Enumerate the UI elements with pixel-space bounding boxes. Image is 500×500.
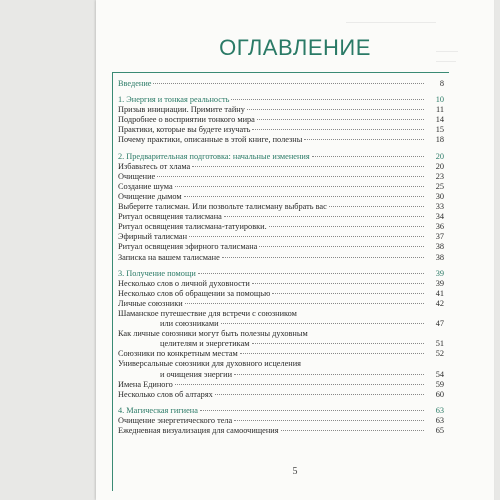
toc-entry-row bbox=[118, 339, 444, 349]
toc-entry-title: Личные союзники bbox=[118, 298, 183, 308]
toc-dot-leader bbox=[215, 393, 424, 395]
toc-page-number: 36 bbox=[435, 222, 444, 232]
toc-entry-title: Выберите талисман. Или позвольте талисману выбрать вас bbox=[118, 202, 327, 212]
toc-entry-title: Несколько слов об обращении за помощью bbox=[118, 288, 271, 298]
toc-entry-row bbox=[118, 242, 444, 252]
toc-entry-title: Эфирный талисман bbox=[118, 232, 188, 242]
toc-dot-leader bbox=[252, 282, 424, 284]
toc-entry-title: 4. Магическая гигиена bbox=[118, 405, 198, 415]
toc-dot-leader bbox=[185, 302, 424, 304]
bleed-through-text bbox=[346, 14, 436, 23]
toc-entry-row bbox=[118, 349, 444, 359]
toc-entry-title: Очищение энергетического тела bbox=[118, 415, 233, 425]
toc-entry-title: 3. Получение помощи bbox=[118, 268, 196, 278]
toc-page-number: 41 bbox=[435, 288, 444, 298]
toc-dot-leader bbox=[189, 235, 424, 237]
toc-entry-row bbox=[118, 289, 444, 299]
toc-chapter-row bbox=[118, 269, 444, 279]
toc-entry-title: Почему практики, описанные в этой книге, полезны bbox=[118, 135, 303, 145]
toc-dot-leader bbox=[303, 363, 424, 364]
toc-entry-row bbox=[118, 253, 444, 263]
toc-dot-leader bbox=[304, 138, 424, 140]
toc-entry-row bbox=[118, 416, 444, 426]
toc-entry-title: 2. Предварительная подготовка: начальные изменения bbox=[118, 151, 310, 161]
toc-entry-row bbox=[118, 380, 444, 390]
toc-page-number: 20 bbox=[435, 151, 444, 161]
toc-page-number: 30 bbox=[435, 191, 444, 201]
toc-page-number: 11 bbox=[436, 105, 444, 115]
toc-entry-title: Подробнее о восприятии тонкого мира bbox=[118, 115, 255, 125]
toc-page-number: 39 bbox=[435, 268, 444, 278]
toc-page-number: 39 bbox=[435, 278, 444, 288]
toc-dot-leader bbox=[184, 195, 424, 197]
toc-dot-leader bbox=[200, 409, 424, 411]
toc-dot-leader bbox=[269, 225, 424, 227]
toc-page-number: 63 bbox=[435, 415, 444, 425]
toc-dot-leader bbox=[198, 272, 424, 274]
toc-dot-leader bbox=[312, 155, 424, 157]
toc-entry-title: Имена Единого bbox=[118, 379, 173, 389]
toc-chapter-row bbox=[118, 406, 444, 416]
toc-entry-title: Ежедневная визуализация для самоочищения bbox=[118, 426, 279, 435]
toc-entry-title: и очищения энергии bbox=[160, 369, 233, 379]
toc-entry-title: Создание шума bbox=[118, 181, 173, 191]
toc-page-number: 65 bbox=[435, 426, 444, 435]
toc-dot-leader bbox=[192, 165, 424, 167]
toc-entry-row bbox=[118, 299, 444, 309]
toc-dot-leader bbox=[234, 373, 424, 375]
toc-page-number: 60 bbox=[435, 389, 444, 399]
toc-dot-leader bbox=[257, 118, 424, 120]
toc-page-number: 34 bbox=[435, 212, 444, 222]
toc-page-number: 18 bbox=[435, 135, 444, 145]
toc-dot-leader bbox=[299, 313, 424, 314]
toc-entry-row bbox=[118, 105, 444, 115]
toc-page-number: 25 bbox=[435, 181, 444, 191]
toc-entry-row bbox=[118, 426, 444, 436]
toc-entry-row bbox=[118, 135, 444, 145]
toc-entry-title: Ритуал освящения талисмана-татуировки. bbox=[118, 222, 267, 232]
toc-dot-leader bbox=[231, 98, 424, 100]
toc-entry-title: Очищение bbox=[118, 171, 156, 181]
toc-dot-leader bbox=[259, 245, 424, 247]
toc-entry-title: Избавьтесь от хлама bbox=[118, 161, 191, 171]
toc-dot-leader bbox=[281, 429, 424, 431]
toc-dot-leader bbox=[222, 256, 424, 258]
toc-dot-leader bbox=[240, 352, 424, 354]
toc-entry-title: целителям и энергетикам bbox=[160, 339, 250, 349]
toc-page-number: 8 bbox=[439, 79, 444, 88]
toc-entry-title: Как личные союзники могут быть полезны духовным bbox=[118, 329, 308, 339]
toc-page-number: 54 bbox=[435, 369, 444, 379]
toc-entry-title: Несколько слов о личной духовности bbox=[118, 278, 250, 288]
toc-entry-title: или союзниками bbox=[160, 319, 219, 329]
toc-dot-leader bbox=[224, 215, 424, 217]
toc-dot-leader bbox=[175, 185, 424, 187]
toc-dot-leader bbox=[221, 322, 424, 324]
toc-entry-row bbox=[118, 172, 444, 182]
toc-entry-title: Призыв инициации. Примите тайну bbox=[118, 105, 245, 115]
toc-page-number: 14 bbox=[435, 115, 444, 125]
toc-entry-row bbox=[118, 309, 444, 319]
toc-page-number: 42 bbox=[435, 298, 444, 308]
toc-entry-row bbox=[118, 329, 444, 339]
toc-dot-leader bbox=[157, 175, 424, 177]
page-number: 5 bbox=[292, 466, 298, 477]
toc-dot-leader bbox=[310, 333, 424, 334]
toc-dot-leader bbox=[234, 419, 424, 421]
toc-entry-title: 1. Энергия и тонкая реальность bbox=[118, 95, 230, 105]
toc-entry-title: Союзники по конкретным местам bbox=[118, 349, 238, 359]
toc-entry-title: Практики, которые вы будете изучать bbox=[118, 125, 251, 135]
toc-entry-row bbox=[118, 222, 444, 232]
toc-entry-title: Ритуал освящения талисмана bbox=[118, 212, 222, 222]
toc-page-number: 33 bbox=[435, 202, 444, 212]
toc-dot-leader bbox=[153, 82, 424, 84]
table-of-contents bbox=[118, 79, 444, 436]
toc-entry-row bbox=[118, 79, 444, 89]
toc-page-number: 38 bbox=[435, 242, 444, 252]
toc-dot-leader bbox=[272, 292, 424, 294]
toc-page-number: 10 bbox=[435, 95, 444, 105]
toc-entry-row bbox=[118, 279, 444, 289]
toc-entry-title: Введение bbox=[118, 79, 152, 88]
toc-chapter-row bbox=[118, 95, 444, 105]
toc-entry-row bbox=[118, 162, 444, 172]
toc-dot-leader bbox=[252, 128, 424, 130]
toc-page-number: 37 bbox=[435, 232, 444, 242]
toc-chapter-row bbox=[118, 152, 444, 162]
toc-dot-leader bbox=[247, 108, 424, 110]
toc-entry-title: Очищение дымом bbox=[118, 191, 182, 201]
toc-page-number: 20 bbox=[435, 161, 444, 171]
toc-dot-leader bbox=[175, 383, 424, 385]
toc-page-number: 52 bbox=[435, 349, 444, 359]
toc-page-number: 23 bbox=[435, 171, 444, 181]
toc-page-number: 47 bbox=[435, 319, 444, 329]
toc-entry-row bbox=[118, 202, 444, 212]
toc-entry-row bbox=[118, 115, 444, 125]
toc-entry-row bbox=[118, 182, 444, 192]
toc-entry-title: Записка на вашем талисмане bbox=[118, 252, 220, 262]
toc-entry-title: Универсальные союзники для духовного исцеления bbox=[118, 359, 301, 369]
toc-entry-row bbox=[118, 212, 444, 222]
toc-entry-row bbox=[118, 232, 444, 242]
book-page bbox=[96, 0, 494, 500]
toc-entry-title: Шаманское путешествие для встречи с союзником bbox=[118, 308, 297, 318]
toc-page-number: 51 bbox=[435, 339, 444, 349]
toc-dot-leader bbox=[329, 205, 424, 207]
toc-entry-title: Несколько слов об алтарях bbox=[118, 389, 213, 399]
page-title: ОГЛАВЛЕНИЕ bbox=[219, 35, 371, 60]
toc-entry-title: Ритуал освящения эфирного талисмана bbox=[118, 242, 258, 252]
toc-page-number: 15 bbox=[435, 125, 444, 135]
toc-page-number: 38 bbox=[435, 252, 444, 262]
toc-entry-row bbox=[118, 125, 444, 135]
toc-entry-row bbox=[118, 359, 444, 369]
toc-entry-row bbox=[118, 390, 444, 400]
toc-page-number: 59 bbox=[435, 379, 444, 389]
toc-dot-leader bbox=[252, 342, 424, 344]
toc-entry-row bbox=[118, 319, 444, 329]
toc-entry-row bbox=[118, 370, 444, 380]
toc-page-number: 63 bbox=[435, 405, 444, 415]
toc-entry-row bbox=[118, 192, 444, 202]
